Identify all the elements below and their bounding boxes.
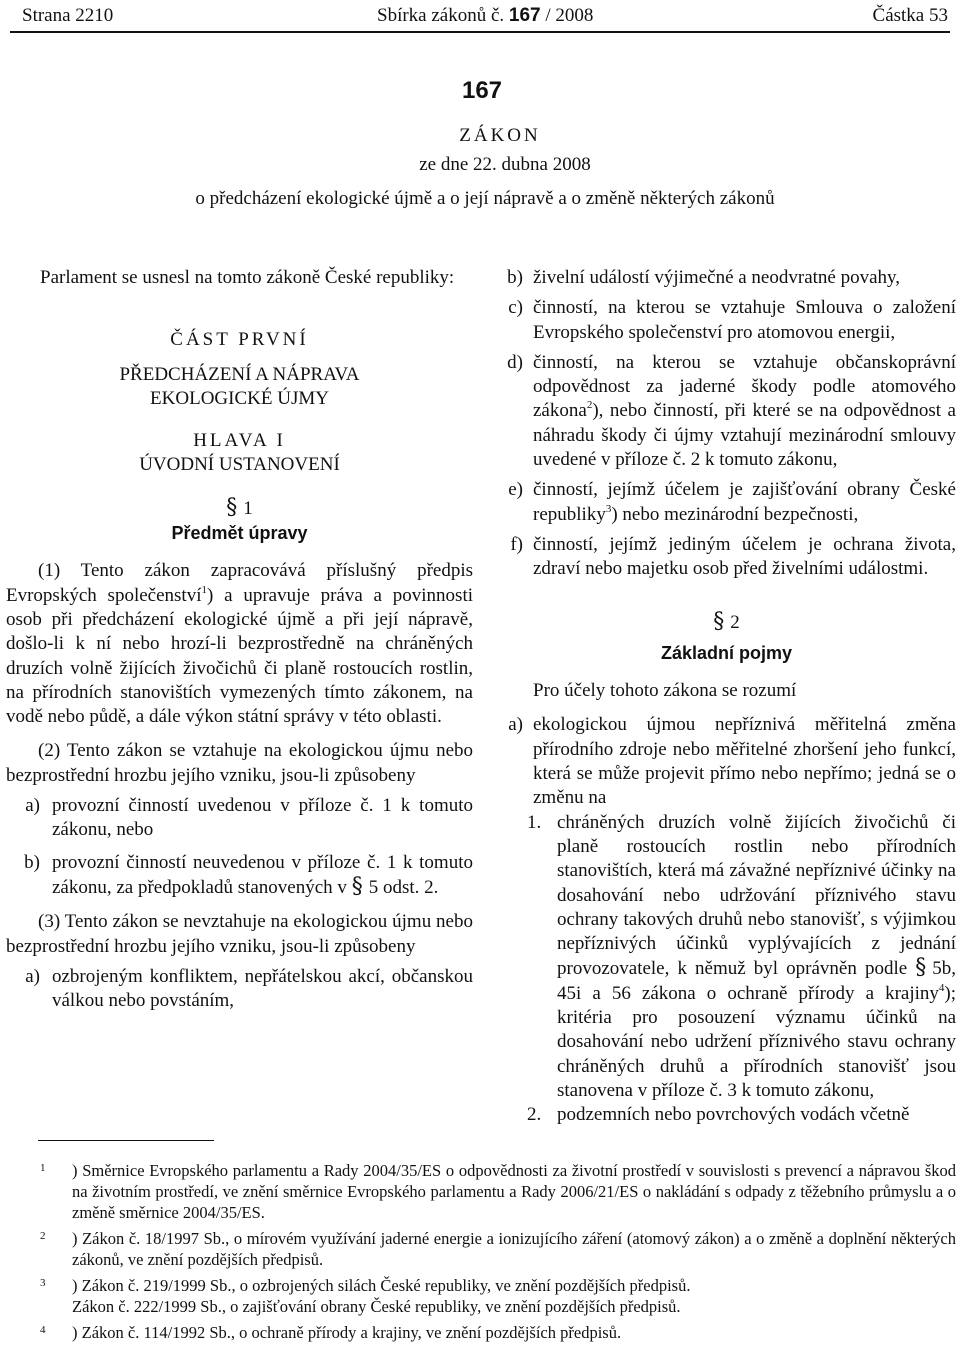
exclusion-item-f: f) činností, jejímž jediným účelem je ochrana života, zdraví nebo majetku osob před živelními událostmi.: [510, 533, 956, 580]
definition-item-a: a) ekologickou újmou nepříznivá měřitelná změna přírodního zdroje nebo měřitelné zhoršení jeho funkcí, která se může projevit přímo nebo nepřímo; jedná se o změnu na: [508, 714, 956, 809]
part-title-line-2: EKOLOGICKÉ ÚJMY: [150, 387, 329, 409]
footnote-1: 1 ) Směrnice Evropského parlamentu a Rady 2004/35/ES o odpovědnosti za životní prostředí v souvislosti s prevencí a nápravou škod na životním prostředí, ve znění směrnice Evropského parlamentu a Rady 2006/21/ES o nakládání s odpady z těžebního průmyslu a o změně směrnice 2004/35/ES.: [40, 1161, 956, 1222]
right-column: [497, 266, 956, 1128]
section-2-title: Základní pojmy: [660, 642, 793, 663]
intro-paragraph: Parlament se usnesl na tomto zákoně České republiky:: [40, 267, 455, 288]
paragraph-1: (1) Tento zákon zapracovává příslušný předpis Evropských společenství$^1$) a upravuje práva a povinnosti osob při předcházení ekologické újmě a při její nápravě, došlo-li k ní nebo hrozí-li bezprostředně na chráněných druzích volně žijících živočichů či planě rostoucích rostlin, na přírodních stanovištích vymezených tímto zákonem, na vodě nebo půdě, a dále výkon státní správy v této oblasti.: [6, 560, 474, 728]
section-2-heading: § 2: [713, 608, 740, 634]
header-divider: [10, 31, 950, 33]
footnote-ref-3[interactable]: 3: [605, 502, 612, 515]
law-number: 167: [461, 77, 503, 104]
part-label: ČÁST PRVNÍ: [170, 329, 309, 351]
law-kind: ZÁKON: [459, 125, 541, 146]
footnotes: [40, 1160, 956, 1348]
definition-item-a-1: 1. chráněných druzích volně žijících živočichů či planě rostoucích rostlin nebo přírodních stanovištích, která má závažné nepříznivé účinky na dosahování nebo udržování příznivého stavu ochrany takových druhů nebo stanovišť, s výjimkou nepříznivých účinků vyplývajících z jednání provozovatele, k němuž byl oprávněn podle § 5b, 45i a 56 zákona o ochraně přírody a krajiny$^4$); kritéria pro posouzení významu účinků na dosahování nebo udržení příznivého stavu ochrany chráněných druhů a přírodních stanovišť jsou stanovena v příloze č. 3 k tomuto zákonu,: [527, 811, 956, 1101]
section-symbol: §: [915, 955, 927, 981]
paragraph-3: (3) Tento zákon se nevztahuje na ekologickou újmu nebo bezprostřední hrozbu jejího vzniku, jsou-li způsobeny: [6, 911, 473, 957]
section-1-title: Předmět úpravy: [171, 523, 308, 544]
section-1-heading: § 1: [226, 494, 253, 520]
section-symbol: §: [713, 608, 725, 634]
footnote-ref-4[interactable]: 4: [938, 981, 945, 994]
footnote-2: 2 ) Zákon č. 18/1997 Sb., o mírovém využívání jaderné energie a ionizujícího záření (atomový zákon) a o změně a doplnění některých zákonů, ve znění pozdějších předpisů.: [40, 1229, 956, 1269]
page-number: Strana 2210: [22, 5, 114, 26]
footnote-ref-2[interactable]: 2: [586, 399, 593, 412]
definition-item-a-2: 2. podzemních nebo povrchových vodách včetně: [527, 1104, 910, 1126]
exclusion-item-c: c) činností, na kterou se vztahuje Smlouva o založení Evropského společenství pro atomovou energii,: [508, 297, 956, 343]
collection-number: 167: [508, 5, 541, 26]
paragraph-2-item-a: a) provozní činností uvedenou v příloze č. 1 k tomuto zákonu, nebo: [25, 795, 473, 841]
part-number: Částka 53: [872, 5, 948, 26]
head-label: HLAVA I: [193, 430, 286, 452]
part-title-line-1: PŘEDCHÁZENÍ A NÁPRAVA: [119, 363, 360, 385]
page-header: [22, 4, 948, 28]
collection-reference: [377, 4, 593, 28]
paragraph-2-item-b: b) provozní činností neuvedenou v příloze č. 1 k tomuto zákonu, za předpokladů stanovených v § 5 odst. 2.: [24, 851, 473, 899]
purpose-sentence: Pro účely tohoto zákona se rozumí: [533, 680, 797, 702]
footnote-ref-1[interactable]: 1: [201, 583, 207, 596]
exclusion-item-e: e) činností, jejímž účelem je zajišťování obrany České republiky$^3$) nebo mezinárodní bezpečnosti,: [508, 479, 956, 525]
exclusion-item-d: d) činností, na kterou se vztahuje občanskoprávní odpovědnost za jaderné škody podle atomového zákona$^2$), nebo činností, při které se na odpovědnost a náhradu škody či újmy vztahují mezinárodní smlouvy uvedené v příloze č. 2 k tomuto zákonu,: [507, 351, 956, 471]
section-symbol: §: [226, 494, 238, 520]
law-subject: o předcházení ekologické újmě a o její nápravě a o změně některých zákonů: [195, 188, 775, 209]
collection-year: / 2008: [545, 5, 594, 26]
collection-prefix: Sbírka zákonů č.: [377, 5, 505, 26]
paragraph-2: (2) Tento zákon se vztahuje na ekologickou újmu nebo bezprostřední hrozbu jejího vzniku, jsou-li způsobeny: [6, 740, 473, 786]
law-date: ze dne 22. dubna 2008: [419, 154, 591, 175]
footnote-3-second-line: Zákon č. 222/1999 Sb., o zajišťování obrany České republiky, ve znění pozdějších předpisů.: [72, 1297, 681, 1316]
exclusion-item-b: b) živelní událostí výjimečné a neodvratné povahy,: [507, 267, 901, 288]
left-column: [6, 266, 473, 1013]
paragraph-3-item-a: a) ozbrojeným konfliktem, nepřátelskou akcí, občanskou válkou nebo povstáním,: [25, 965, 473, 1012]
head-title: ÚVODNÍ USTANOVENÍ: [139, 454, 340, 476]
footnote-divider: [38, 1140, 214, 1141]
section-symbol: §: [351, 873, 363, 899]
footnote-3: 3 ) Zákon č. 219/1999 Sb., o ozbrojených silách České republiky, ve znění pozdějších předpisů. Zákon č. 222/1999 Sb., o zajišťování obrany České republiky, ve znění pozdějších předpisů.: [40, 1276, 691, 1316]
footnote-4: 4 ) Zákon č. 114/1992 Sb., o ochraně přírody a krajiny, ve znění pozdějších předpisů.: [40, 1323, 622, 1342]
title-block: [0, 76, 960, 211]
